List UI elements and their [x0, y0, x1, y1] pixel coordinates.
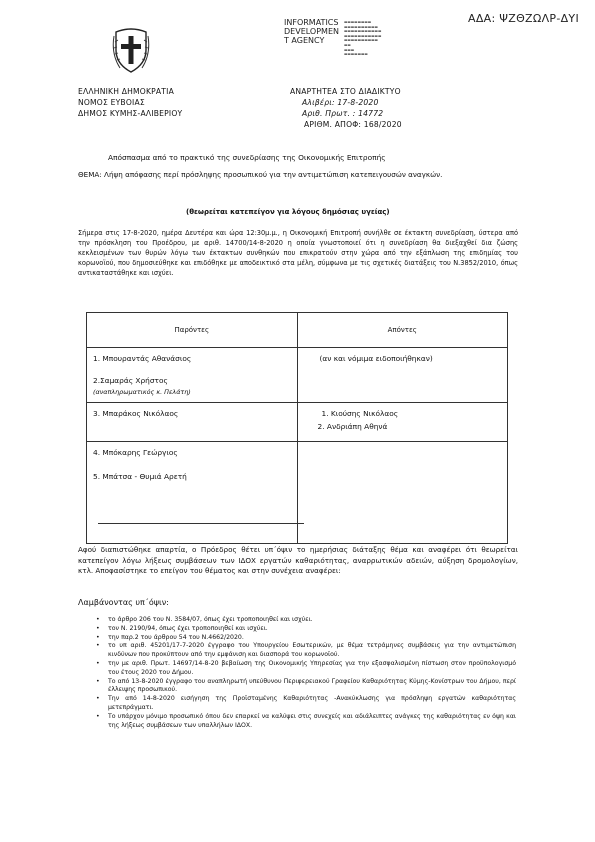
- absent-member: 1. Κιούσης Νικόλαος: [321, 409, 399, 418]
- logo-fine-print: ▬▬▬▬▬▬▬▬ ▬▬▬▬▬▬▬▬▬▬ ▬▬▬▬▬▬▬▬▬▬▬ ▬▬▬▬▬▬▬▬▬▬▬ ▬▬▬▬▬▬▬▬▬▬ ▬▬ ▬▬▬ ▬▬▬▬▬▬▬: [344, 20, 382, 57]
- authority-header: [78, 86, 182, 119]
- list-item: • Το υπάρχον μόνιμο προσωπικό όπου δεν επαρκεί να καλύψει στις συνεχείς και αδιάλειπτες ανάγκες της καθαριότητας εν όψη και της λήξεως συμβάσεων των υπαλλήλων ΙΔΟΧ.: [96, 712, 516, 729]
- bullet-icon: •: [96, 659, 100, 667]
- list-item: • το υπ αριθ. 45201/17-7-2020 έγγραφο του Υπουργείου Εσωτερικών, με θέμα τετράμηνες συμβάσεις για την αντιμετώπιση κινδύνων που προκύπτουν από την εμφάνιση και διασπορά του κορωνοϊού.: [96, 642, 516, 659]
- greek-emblem-icon: [112, 24, 150, 76]
- bullet-icon: •: [96, 712, 100, 720]
- ada-code: ΑΔΑ: ΨΖΘΖΩΛΡ-ΔΥΙ: [468, 12, 579, 25]
- authority-line-1: ΕΛΛΗΝΙΚΗ ΔΗΜΟΚΡΑΤΙΑ: [78, 87, 174, 96]
- document-reference-header: [290, 86, 402, 130]
- list-item: • Το από 13-8-2020 έγγραφο του αναπληρωτή υπεύθυνου Περιφερειακού Γραφείου Καθαριότητας Κύμης-Κονίστρων του Δήμου, περί έλλειψης προσωπικού.: [96, 677, 516, 694]
- authority-line-3: ΔΗΜΟΣ ΚΥΜΗΣ-ΑΛΙΒΕΡΙΟΥ: [78, 109, 183, 118]
- attendance-table: [86, 312, 508, 544]
- logo-line-3: T AGENCY: [284, 36, 325, 45]
- intro-paragraph: Σήμερα στις 17-8-2020, ημέρα Δευτέρα και ώρα 12:30μ.μ., η Οικονομική Επιτροπή συνήλθε σε έκτακτη συνεδρίαση, ύστερα από την πρόσκληση του Προέδρου, με αριθ. 14700/14-8-2020 η οποία γνωστοποιεί ότι η συνεδρίαση θα διεξαχθεί δια ζώσης κεκλεισμένων των θυρών λόγω των έκτακτων συνθηκών που επικρατούν στην χώρα από την εξάπλωση της επιδημίας του κορωνοϊού, που δημοσιεύθηκε και επιδόθηκε με αποδεικτικό στα μέλη, σύμφωνα με τις σχετικές διατάξεις του Ν.3852/2010, όπως αντικαταστάθηκε και ισχύει.: [78, 229, 518, 277]
- absent-header: Απόντες: [297, 313, 508, 348]
- present-member: 2.Σαμαράς Χρήστος: [93, 376, 168, 385]
- present-member: 4. Μπόκαρης Γεώργιος: [93, 448, 178, 457]
- considering-title: Λαμβάνοντας υπ΄όψιν:: [78, 598, 169, 607]
- list-item: • Την από 14-8-2020 εισήγηση της Προϊσταμένης Καθαριότητας -Ανακύκλωσης για πρόσληψη εργατών καθαριότητας μετεπράγματι.: [96, 695, 516, 711]
- present-header: Παρόντες: [87, 313, 298, 348]
- list-item: • την με αριθ. Πρωτ. 14697/14-8-20 βεβαίωση της Οικονομικής Υπηρεσίας για την εξασφαλισμένη πίστωση στον προϋπολογισμό του έτους 2020 του Δήμου.: [96, 659, 516, 676]
- present-cell-3: [87, 442, 297, 543]
- absent-member: 2. Ανδριάπη Αθηνά: [317, 422, 388, 431]
- authority-line-2: ΝΟΜΟΣ ΕΥΒΟΙΑΣ: [78, 98, 145, 107]
- subject-line: ΘΕΜΑ: Λήψη απόφασης περί πρόσληψης προσωπικού για την αντιμετώπιση κατεπειγουσών αναγκών.: [78, 170, 443, 179]
- bullet-icon: •: [96, 695, 100, 703]
- absent-cell-2: [298, 403, 508, 441]
- absent-cell-1: [298, 348, 508, 402]
- publish-online-note: ΑΝΑΡΤΗΤΕΑ ΣΤΟ ΔΙΑΔΙΚΤΥΟ: [290, 87, 401, 96]
- list-item: • το άρθρο 206 του Ν. 3584/07, όπως έχει τροποποιηθεί και ισχύει.: [96, 616, 313, 623]
- informatics-development-agency-logo: [284, 18, 404, 58]
- list-item: • τον Ν. 2190/94, όπως έχει τροποποιηθεί και ισχύει.: [96, 624, 268, 632]
- present-member: 1. Μπουραντάς Αθανάσιος: [93, 354, 192, 363]
- considerations-list: [96, 616, 516, 730]
- present-cell-1: [87, 348, 297, 402]
- urgent-note: (θεωρείται κατεπείγον για λόγους δημόσιας υγείας): [186, 208, 390, 216]
- present-member: 5. Μπάτσα - Θυμιά Αρετή: [93, 472, 187, 481]
- absent-note: (αν και νόμιμα ειδοποιήθηκαν): [319, 354, 433, 363]
- bullet-icon: •: [96, 616, 100, 623]
- logo-line-1: INFORMATICS: [284, 18, 339, 27]
- bullet-icon: •: [96, 624, 100, 632]
- protocol-number: Αριθ. Πρωτ. : 14772: [302, 109, 384, 118]
- document-date: Αλιβέρι: 17-8-2020: [302, 98, 379, 107]
- bullet-icon: •: [96, 633, 100, 641]
- present-member: 3. Μπαράκος Νικόλαος: [93, 409, 179, 418]
- list-item: • την παρ.2 του άρθρου 54 του Ν.4662/2020.: [96, 633, 244, 641]
- logo-line-2: DEVELOPMEN: [284, 27, 339, 36]
- extract-title: Απόσπασμα από το πρακτικό της συνεδρίασης της Οικονομικής Επιτροπής: [108, 153, 386, 162]
- bullet-icon: •: [96, 642, 100, 650]
- substitute-note: (αναπληρωματικός κ. Πελάτη): [93, 388, 191, 396]
- present-cell-2: [87, 403, 297, 441]
- decision-paragraph: Αφού διαπιστώθηκε απαρτία, ο Πρόεδρος θέτει υπ΄όψιν το ημερήσιας διάταξης θέμα και αναφέρει ότι θεωρείται κατεπείγον λόγω λήξεως συμβάσεων των ΙΔΟΧ εργατών καθαριότητας, αναρρωτικών αδειών, αύξηση δρομολογίων, κτλ. Αποφασίστηκε το επείγον του θέματος και στην συνέχεια αναφέρει:: [78, 545, 518, 575]
- bullet-icon: •: [96, 677, 100, 685]
- signature-line: [98, 523, 304, 524]
- decision-number: ΑΡΙΘΜ. ΑΠΟΦ: 168/2020: [304, 120, 402, 129]
